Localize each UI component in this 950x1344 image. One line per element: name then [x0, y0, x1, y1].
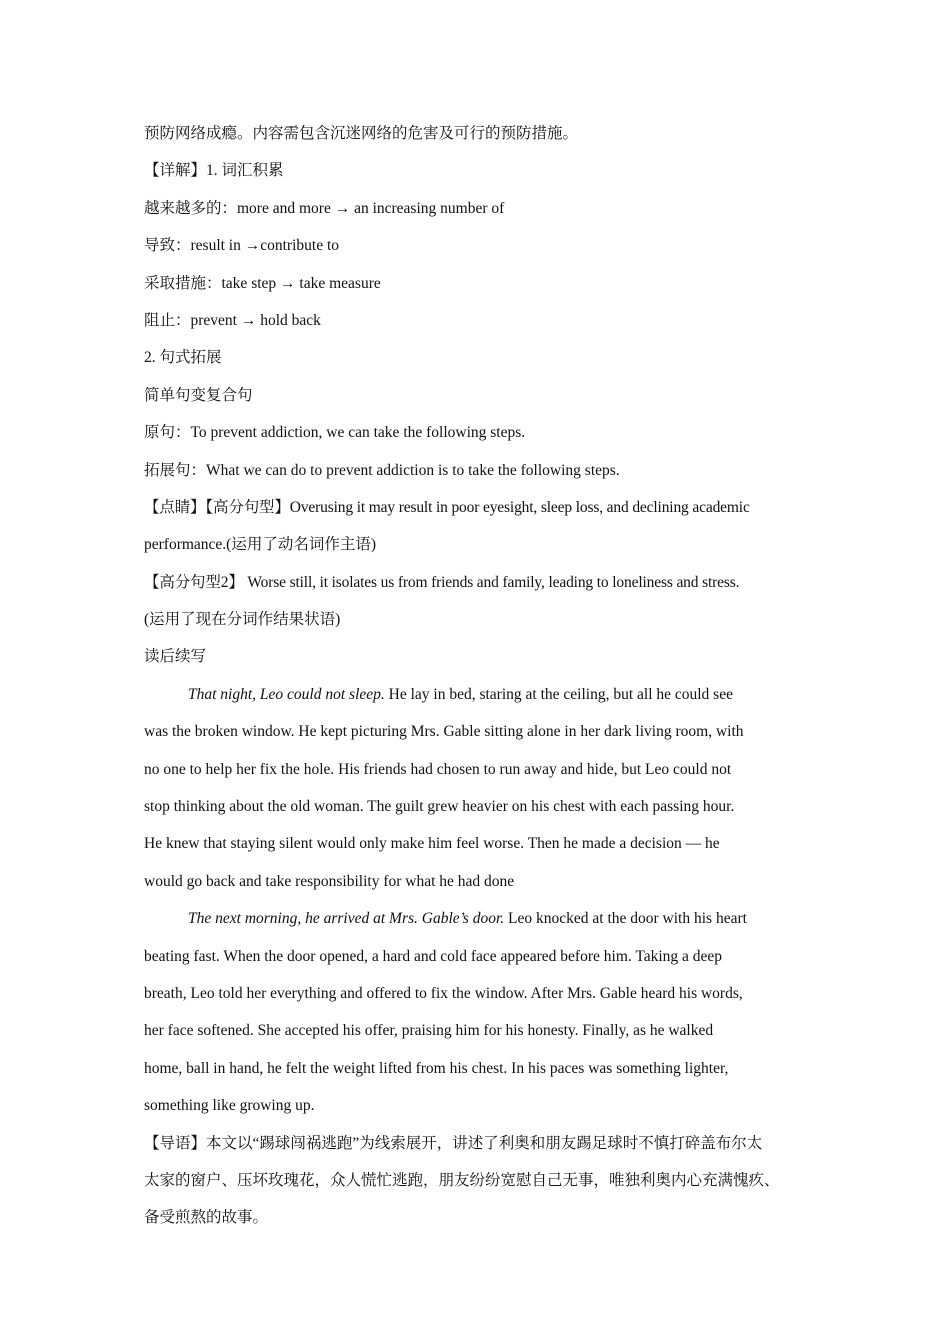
- highlight-sentence-2: 【高分句型2】 Worse still, it isolates us from friends and family, leading to loneliness and stress.: [144, 573, 740, 591]
- story-line: no one to help her fix the hole. His friends had chosen to run away and hide, but Leo could not: [144, 760, 732, 778]
- story-paragraph-1-first-line: [144, 676, 810, 713]
- text-line: performance.(运用了动名词作主语): [144, 536, 377, 554]
- text-line: (运用了现在分词作结果状语): [144, 611, 341, 629]
- document-body: [144, 115, 810, 1237]
- original-sentence: 原句：To prevent addiction, we can take the following steps.: [144, 424, 526, 442]
- guide-text-line: 太家的窗户、压坏玫瑰花，众人慌忙逃跑，朋友纷纷宽慰自己无事，唯独利奥内心充满愧疚、: [144, 1171, 780, 1189]
- story-line: was the broken window. He kept picturing Mrs. Gable sitting alone in her dark living room, with: [144, 723, 744, 741]
- text-line: 预防网络成瘾。内容需包含沉迷网络的危害及可行的预防措施。: [144, 125, 579, 142]
- story-line: her face softened. She accepted his offer, praising him for his honesty. Finally, as he walked: [144, 1022, 714, 1040]
- text-line: 简单句变复合句: [144, 386, 253, 404]
- story-line: He knew that staying silent would only make him feel worse. Then he made a decision — he: [144, 835, 720, 853]
- vocab-item: 越来越多的：more and more → an increasing number of: [144, 199, 505, 217]
- paragraph-text: He lay in bed, staring at the ceiling, but all he could see: [384, 685, 733, 703]
- section-heading-continuation: 读后续写: [144, 648, 207, 666]
- story-line: beating fast. When the door opened, a hard and cold face appeared before him. Taking a deep: [144, 947, 723, 965]
- story-line: something like growing up.: [144, 1097, 315, 1115]
- vocab-item: 阻止：prevent → hold back: [144, 311, 321, 329]
- section-heading-vocabulary: 【详解】1. 词汇积累: [144, 162, 284, 180]
- paragraph-lead-sentence: That night, Leo could not sleep.: [188, 685, 385, 703]
- expanded-sentence: 拓展句：What we can do to prevent addiction is to take the following steps.: [144, 461, 620, 479]
- highlight-sentence: 【点睛】【高分句型】Overusing it may result in poor eyesight, sleep loss, and declining academic: [144, 498, 750, 516]
- story-line: stop thinking about the old woman. The guilt grew heavier on his chest with each passing hour.: [144, 798, 735, 816]
- paragraph-text: Leo knocked at the door with his heart: [504, 910, 747, 928]
- vocab-item: 导致：result in →contribute to: [144, 237, 340, 255]
- story-line: home, ball in hand, he felt the weight lifted from his chest. In his paces was something lighter,: [144, 1059, 729, 1077]
- story-paragraph-2-first-line: [144, 900, 810, 937]
- story-line: breath, Leo told her everything and offered to fix the window. After Mrs. Gable heard his words,: [144, 984, 743, 1002]
- story-line: would go back and take responsibility for what he had done: [144, 872, 515, 890]
- paragraph-lead-sentence: The next morning, he arrived at Mrs. Gable’s door.: [188, 910, 505, 928]
- section-heading-sentence: 2. 句式拓展: [144, 349, 222, 367]
- guide-text-line: 备受煎熬的故事。: [144, 1209, 269, 1227]
- vocab-item: 采取措施：take step → take measure: [144, 274, 381, 292]
- guide-text-line: 【导语】本文以“踢球闯祸逃跑”为线索展开，讲述了利奥和朋友踢足球时不慎打碎盖布尔太: [144, 1134, 763, 1152]
